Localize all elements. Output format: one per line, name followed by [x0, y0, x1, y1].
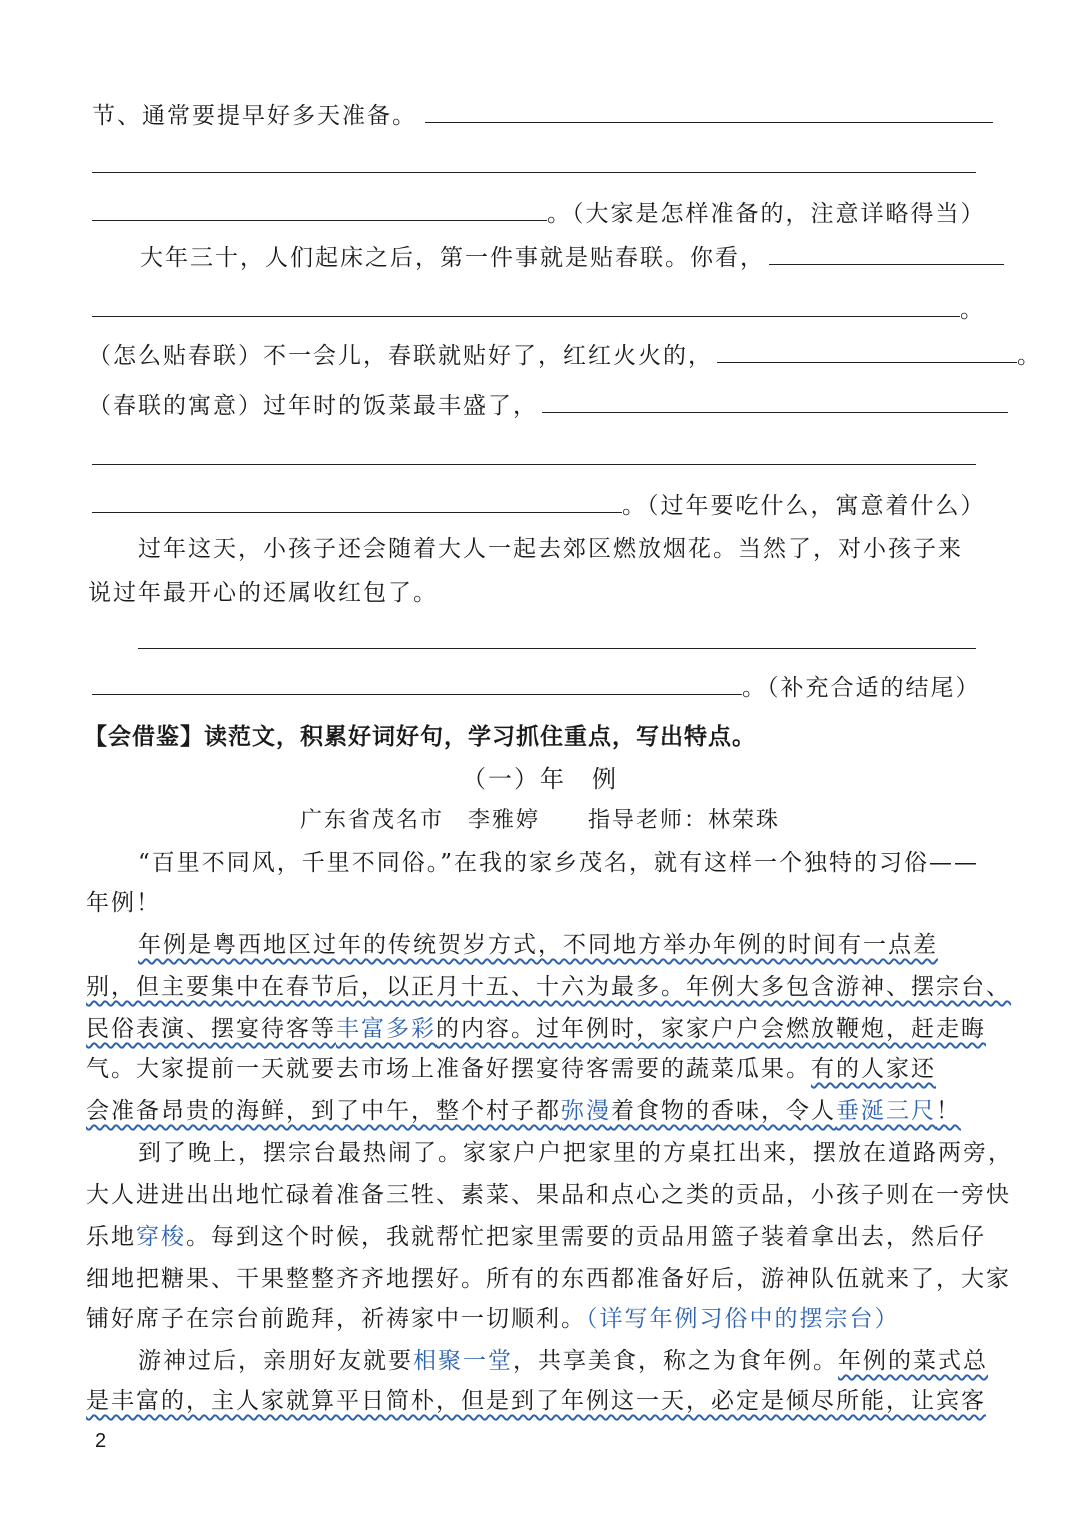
- underlined-sentence: 会准备昂贵的海鲜，到了中午，整个村子都: [86, 1098, 561, 1124]
- underlined-sentence: 着食物的香味，令人: [611, 1098, 836, 1124]
- exercise-line-10: [138, 532, 963, 566]
- article-text: ，共享美食，称之为食年例。: [513, 1348, 838, 1374]
- exercise-text: （春联的寓意）过年时的饭菜最丰盛了，: [88, 393, 538, 419]
- exercise-line-3: [92, 194, 986, 231]
- article-line: [86, 970, 1011, 1004]
- exercise-text: 大年三十，人们起床之后，第一件事就是贴春联。你看，: [140, 245, 765, 271]
- article-text: 。每到这个时候，我就帮忙把家里需要的贡品用篮子装着拿出去，然后仔: [186, 1224, 986, 1250]
- underlined-sentence: 民俗表演、摆宴待客等: [86, 1016, 336, 1042]
- article-line: [86, 1384, 986, 1418]
- exercise-line-5: [92, 290, 985, 327]
- article-line: [138, 1344, 988, 1378]
- article-text: 乐地: [86, 1224, 136, 1250]
- highlighted-word: 相聚一堂: [413, 1348, 513, 1374]
- article-line: 细地把糖果、干果整整齐齐地摆好。所有的东西都准备好后，游神队伍就来了，大家: [86, 1266, 1011, 1292]
- exercise-text: 过年这天，小孩子还会随着大人一起去郊区燃放烟花。当然了，对小孩子来: [138, 536, 963, 562]
- article-text: 游神过后，亲朋好友就要: [138, 1348, 413, 1374]
- answer-blank[interactable]: [92, 486, 622, 513]
- article-line: 年例！: [86, 890, 161, 916]
- exercise-text: 节、通常要提早好多天准备。: [92, 103, 417, 129]
- exercise-punct: 。: [1017, 343, 1042, 369]
- underlined-sentence: 有的人家还: [811, 1056, 936, 1082]
- highlighted-word: 穿梭: [136, 1224, 186, 1250]
- answer-blank[interactable]: [92, 290, 960, 317]
- article-line: [86, 1220, 986, 1254]
- underlined-sentence: ！: [936, 1098, 961, 1124]
- article-line: [86, 1052, 936, 1086]
- answer-blank[interactable]: [542, 386, 1008, 413]
- article-line: [86, 1012, 986, 1046]
- article-line: 到了晚上，摆宗台最热闹了。家家户户把家里的方桌扛出来，摆放在道路两旁，: [138, 1140, 1013, 1166]
- exercise-line-7: [88, 386, 1008, 423]
- exercise-hint: 。（补充合适的结尾）: [742, 675, 981, 701]
- highlighted-word: 弥漫: [561, 1098, 611, 1124]
- exercise-hint: 。（过年要吃什么，寓意着什么）: [622, 493, 986, 519]
- exercise-text: 说过年最开心的还属收红包了。: [88, 580, 438, 606]
- article-line: [86, 1094, 961, 1128]
- underlined-sentence: 的内容。过年例时，家家户户会燃放鞭炮，赶走晦: [436, 1016, 986, 1042]
- underlined-sentence: 年例是粤西地区过年的传统贺岁方式，不同地方举办年例的时间有一点差: [138, 932, 938, 958]
- article-text: 铺好席子在宗台前跪拜，祈祷家中一切顺利。: [86, 1306, 586, 1332]
- article-line: “百里不同风，千里不同俗。”在我的家乡茂名，就有这样一个独特的习俗——: [138, 850, 980, 876]
- exercise-hint: 。（大家是怎样准备的，注意详略得当）: [547, 201, 986, 227]
- underlined-sentence: 是丰富的，主人家就算平日简朴，但是到了年例这一天，必定是倾尽所能，让宾客: [86, 1388, 986, 1414]
- underlined-sentence: 别，但主要集中在春节后，以正月十五、十六为最多。年例大多包含游神、摆宗台、: [86, 974, 1011, 1000]
- answer-blank[interactable]: [717, 336, 1017, 363]
- answer-blank-line[interactable]: [138, 648, 976, 649]
- answer-blank-line[interactable]: [92, 464, 976, 465]
- exercise-line-6: [88, 336, 1042, 373]
- article-text: 气。大家提前一天就要去市场上准备好摆宴待客需要的蔬菜瓜果。: [86, 1056, 811, 1082]
- section-heading: 【会借鉴】读范文，积累好词好句，学习抓住重点，写出特点。: [84, 724, 756, 750]
- annotation-note: （详写年例习俗中的摆宗台）: [586, 1306, 900, 1332]
- answer-blank[interactable]: [769, 238, 1004, 265]
- article-line: [86, 1302, 900, 1336]
- answer-blank-line[interactable]: [92, 172, 976, 173]
- exercise-line-13: [92, 668, 981, 705]
- exercise-line-11: [88, 576, 438, 610]
- answer-blank[interactable]: [92, 194, 547, 221]
- article-line: 大人进进出出地忙碌着准备三牲、素菜、果品和点心之类的贡品，小孩子则在一旁快: [86, 1182, 1011, 1208]
- answer-blank[interactable]: [425, 96, 993, 123]
- exercise-line-9: [92, 486, 986, 523]
- underlined-sentence: 年例的菜式总: [838, 1348, 988, 1374]
- exercise-text: （怎么贴春联）不一会儿，春联就贴好了，红红火火的，: [88, 343, 713, 369]
- highlighted-word: 丰富多彩: [336, 1016, 436, 1042]
- highlighted-word: 垂涎三尺: [836, 1098, 936, 1124]
- article-line: [138, 928, 938, 962]
- answer-blank[interactable]: [92, 668, 742, 695]
- exercise-line-4: [140, 238, 1004, 275]
- page-number: 2: [95, 1430, 107, 1452]
- article-title: （一）年 例: [462, 765, 618, 793]
- exercise-line-1: [92, 96, 993, 133]
- exercise-punct: 。: [960, 297, 985, 323]
- article-author: 广东省茂名市 李雅婷 指导老师：林荣珠: [299, 808, 780, 833]
